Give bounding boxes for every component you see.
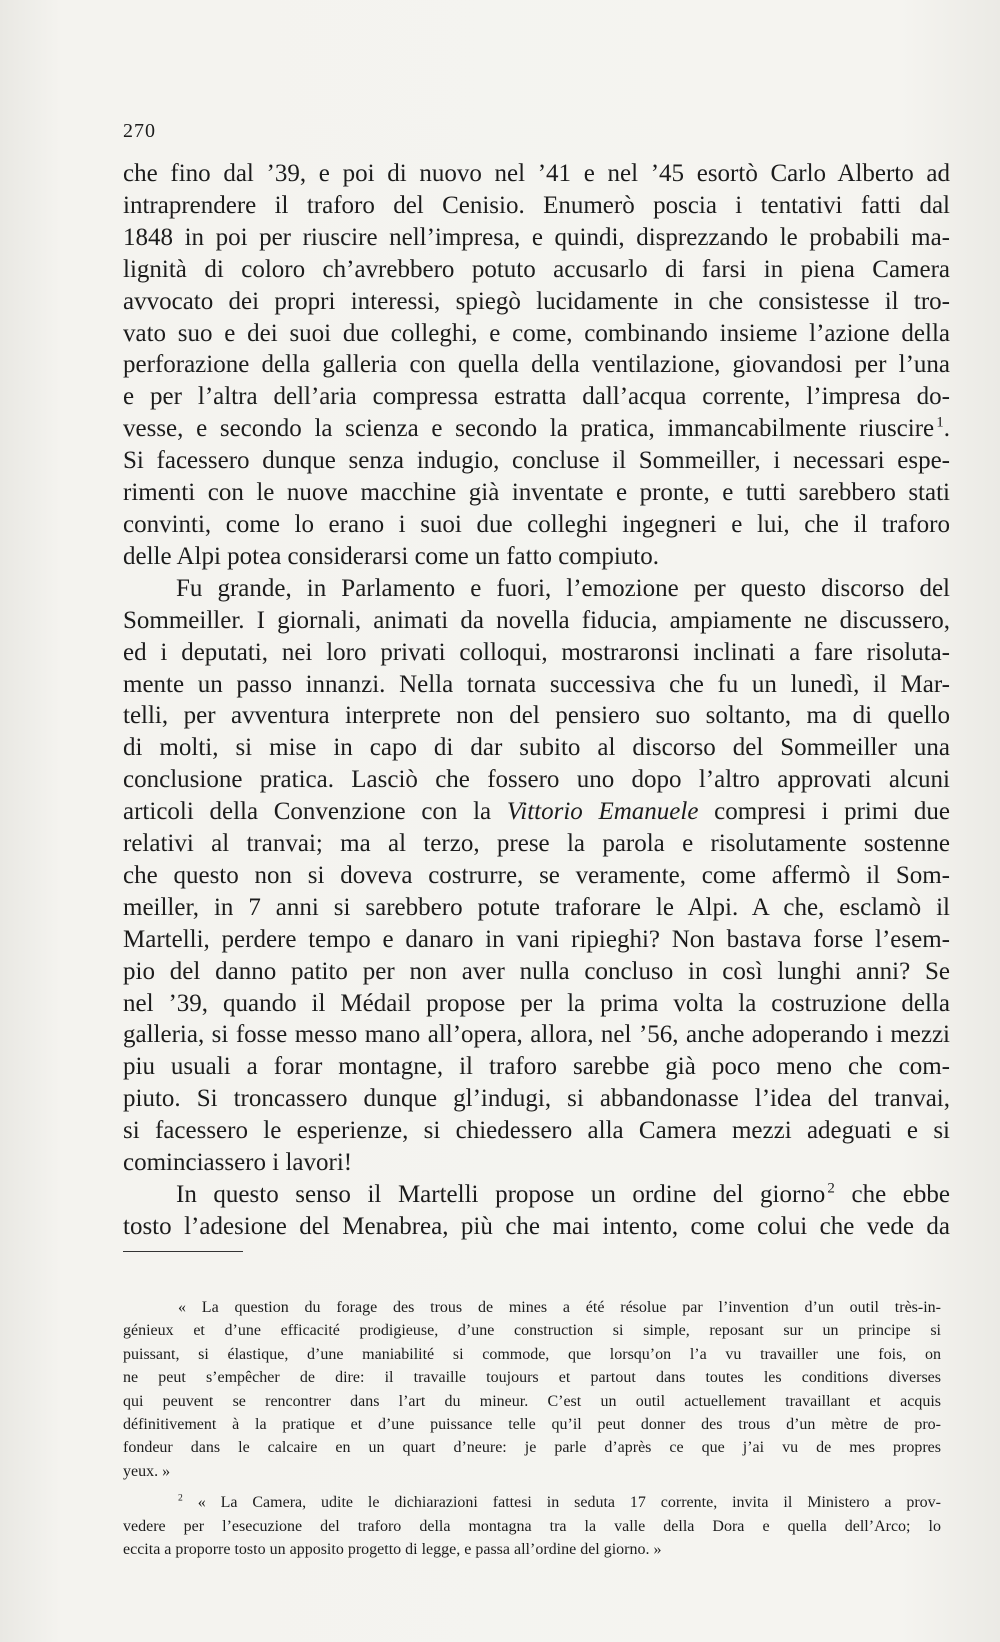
text-line: nel ’39, quando il Médail propose per la prima volta la costruzione della [123,989,950,1017]
text-line: Martelli, perdere tempo e danaro in vani ripieghi? Non bastava forse l’esem- [123,925,950,953]
text-line: Sommeiller. I giornali, animati da novella fiducia, ampiamente ne discussero, [123,606,950,634]
text-line-end: che ebbe [851,1181,951,1208]
text-line-paragraph-start: Fu grande, in Parlamento e fuori, l’emozione per questo discorso del [176,574,950,602]
text-line: convinti, come lo erano i suoi due colleghi ingegneri e lui, che il traforo [123,510,950,538]
footnote-line: qui peuvent se rencontrer dans l’art du mineur. C’est un outil actuellement travaillant et acquis [123,1392,941,1410]
footnote-gap [123,1483,941,1491]
text-line: che questo non si doveva costrurre, se veramente, come affermò il Som- [123,861,950,889]
text-line: si facessero le esperienze, si chiedessero alla Camera mezzi adeguati e si [123,1117,950,1145]
line-end-punct: . [943,415,950,443]
text-line: piuto. Si troncassero dunque gl’indugi, si abbandonasse l’idea del tranvai, [123,1085,950,1113]
footnote-ref-1: 1 [936,414,944,431]
footnote-line: vedere per l’esecuzione del traforo della montagna tra la valle della Dora e quella dell’Arco; lo [123,1517,941,1535]
text-line: Si facessero dunque senza indugio, concluse il Sommeiller, i necessari espe- [123,447,950,475]
text-line-end: compresi i primi due [714,798,951,826]
text-line-start: articoli della Convenzione con la [123,798,492,826]
footnote-line: « La question du forage des trous de mines a été résolue par l’invention d’un outil très-in- [178,1299,941,1316]
text-line: mente un passo innanzi. Nella tornata successiva che fu un lunedì, il Mar- [123,670,950,698]
footnotes [123,1296,941,1561]
text-line: avvocato dei propri interessi, spiegò lucidamente in che consistesse il tro- [123,287,950,315]
footnote-line: eccita a proporre tosto un apposito progetto di legge, e passa all’ordine del giorno. » [123,1541,662,1559]
footnote-line-numbered [123,1491,941,1514]
text-line-content: vesse, e secondo la scienza e secondo la pratica, immancabilmente riuscire [123,415,935,443]
footnote-line: fondeur dans le calcaire en un quart d’neure: je parle d’après ce que j’ai vu de mes propres [123,1439,941,1457]
text-line: piu usuali a forar montagne, il traforo sarebbe già poco meno che com- [123,1053,950,1081]
text-line: 1848 in poi per riuscire nell’impresa, e quindi, disprezzando le probabili ma- [123,223,950,251]
footnote-text: « La Camera, udite le dichiarazioni fattesi in seduta 17 corrente, invita il Ministero a prov- [197,1494,941,1512]
text-line: cominciassero i lavori! [123,1149,353,1177]
footnote-ref-2: 2 [827,1180,835,1197]
text-line-with-italic [123,796,950,828]
footnote-line: définitivement à la pratique et d’une puissance telle qu’il peut donner des trous d’un mètre de pro- [123,1416,941,1434]
text-line: lignità di coloro ch’avrebbero potuto accusarlo di farsi in piena Camera [123,255,950,283]
text-line: conclusione pratica. Lasciò che fossero uno dopo l’altro approvati alcuni [123,766,950,794]
footnote-line: ne peut s’empêcher de dire: il travaille toujours et partout dans toutes les conditions diverses [123,1369,941,1387]
text-line: tosto l’adesione del Menabrea, più che mai intento, come colui che vede da [123,1212,950,1240]
text-line: ed i deputati, nei loro privati colloqui, mostraronsi inclinati a fare risoluta- [123,638,950,666]
text-line: e per l’altra dell’aria compressa estratta dall’acqua corrente, l’impresa do- [123,383,950,411]
footnote-number-2: 2 [178,1492,183,1504]
text-line-start: In questo senso il Martelli propose un ordine del giorno [176,1181,826,1208]
text-line-with-footnote-ref [123,1179,950,1211]
footnote-separator [123,1251,243,1252]
text-line: rimenti con le nuove macchine già inventate e pronte, e tutti sarebbero stati [123,479,950,507]
text-line: vato suo e dei suoi due colleghi, e come, combinando insieme l’azione della [123,319,950,347]
footnote-line: yeux. » [123,1462,171,1480]
text-line: che fino dal ’39, e poi di nuovo nel ’41 e nel ’45 esortò Carlo Alberto ad [123,160,950,187]
text-line: intraprendere il traforo del Cenisio. Enumerò poscia i tentativi fatti dal [123,191,950,219]
text-line: pio del danno patito per non aver nulla concluso in così lunghi anni? Se [123,957,950,985]
body-text [123,158,950,1243]
text-line: delle Alpi potea considerarsi come un fatto compiuto. [123,542,659,570]
text-line-with-footnote-ref [123,413,950,445]
italic-title: Vittorio Emanuele [506,798,699,826]
text-line: meiller, in 7 anni si sarebbero potute traforare le Alpi. A che, esclamò il [123,893,950,921]
text-line: galleria, si fosse messo mano all’opera, allora, nel ’56, anche adoperando i mezzi [123,1021,950,1049]
text-line: perforazione della galleria con quella della ventilazione, giovandosi per l’una [123,351,950,379]
text-line: telli, per avventura interprete non del pensiero suo soltanto, ma di quello [123,702,950,730]
text-line: di molti, si mise in capo di dar subito al discorso del Sommeiller una [123,734,950,762]
footnote-line: puissant, si élastique, d’une maniabilité si commode, que lorsqu’on l’a vu travailler une fois, on [123,1345,941,1363]
text-line: relativi al tranvai; ma al terzo, prese la parola e risolutamente sostenne [123,830,950,858]
footnote-line: génieux et d’une efficacité prodigieuse, d’une construction si simple, reposant sur un principe si [123,1322,941,1340]
page-number: 270 [123,120,156,142]
